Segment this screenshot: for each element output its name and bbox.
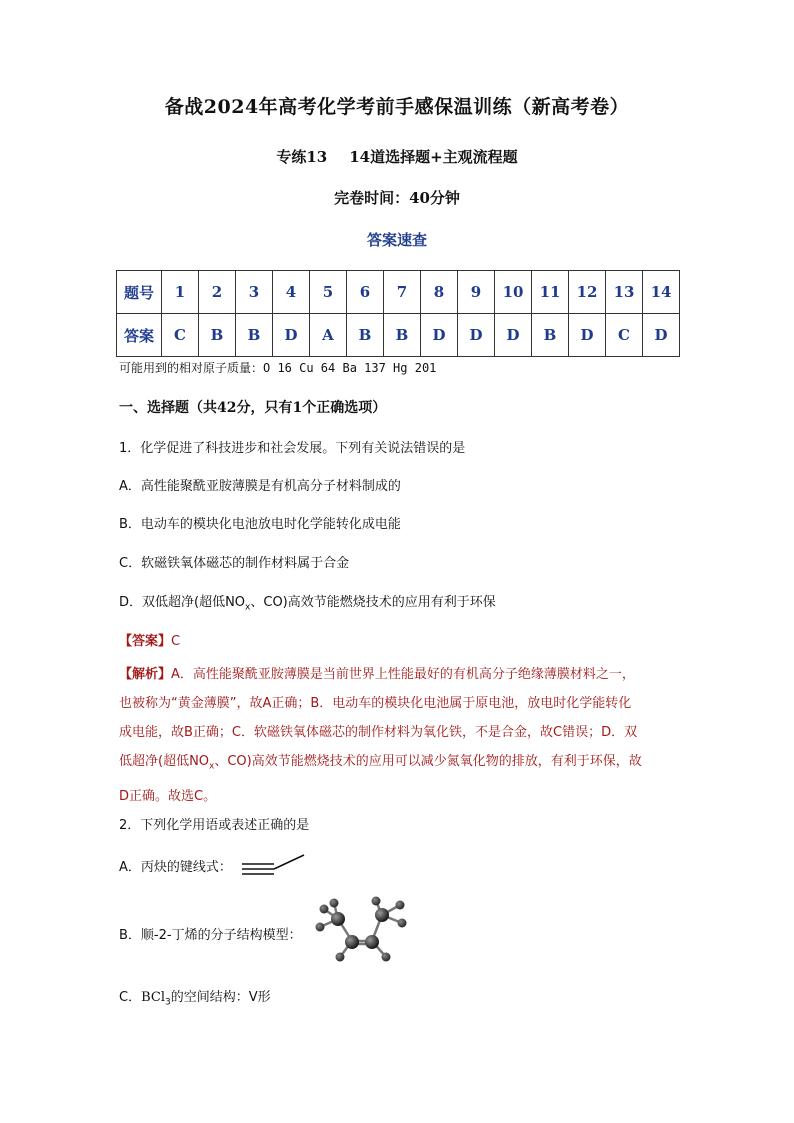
section-heading: 一、选择题（共42分，只有1个正确选项） xyxy=(119,400,387,416)
q2-stem: 2．下列化学用语或表述正确的是 xyxy=(119,818,310,833)
q1-analysis: 【解析】A．高性能聚酰亚胺薄膜是当前世界上性能最好的有机高分子绝缘薄膜材料之一， 也被称为“黄金薄膜”，故A正确；B．电动车的模块化电池属于原电池，放电时化学能转化 成电能，故B正确；C．软磁铁氧体磁芯的制作材料为氧化铁，不是合金，故C错误；D．双 低超净(超低$NO_x$、CO)高效节能燃烧技术的应用可以减少氮氧化物的排放，有利于环保，故 D正确。故选C。 xyxy=(119,667,642,804)
q1-answer xyxy=(119,630,180,649)
q2-option-b: B．顺-2-丁烯的分子结构模型： xyxy=(119,928,302,943)
answer-quick-check-title: 答案速查 xyxy=(366,231,427,249)
q1-option-d: D．双低超净(超低$NO_x$、CO)高效节能燃烧技术的应用有利于环保 xyxy=(119,595,496,613)
answer-cell: D xyxy=(643,314,680,357)
document-title: 备战2024年高考化学考前手感保温训练（新高考卷） xyxy=(164,96,630,118)
answer-cell: D xyxy=(495,314,532,357)
question-number: 9 xyxy=(458,271,495,314)
q1-option-b: B．电动车的模块化电池放电时化学能转化成电能 xyxy=(119,517,401,532)
atomic-masses-note: 可能用到的相对原子质量：O 16 Cu 64 Ba 137 Hg 201 xyxy=(119,361,437,375)
question-number: 7 xyxy=(384,271,421,314)
answer-cell: A xyxy=(310,314,347,357)
q2-option-c: C．BCl$_3$的空间结构：V形 xyxy=(119,990,271,1008)
question-number: 4 xyxy=(273,271,310,314)
question-number: 8 xyxy=(421,271,458,314)
question-number: 13 xyxy=(606,271,643,314)
answer-cell: B xyxy=(532,314,569,357)
question-number: 14 xyxy=(643,271,680,314)
question-number: 10 xyxy=(495,271,532,314)
question-number: 12 xyxy=(569,271,606,314)
answer-cell: C xyxy=(606,314,643,357)
question-number: 3 xyxy=(236,271,273,314)
analysis-label: 【解析】 xyxy=(119,667,172,682)
answer-label: 【答案】 xyxy=(119,634,172,649)
question-number: 6 xyxy=(347,271,384,314)
q1-option-c: C．软磁铁氧体磁芯的制作材料属于合金 xyxy=(119,556,350,571)
answer-cell: B xyxy=(236,314,273,357)
answer-table-answer-row xyxy=(117,314,680,357)
question-number: 1 xyxy=(162,271,199,314)
answer-cell: D xyxy=(458,314,495,357)
subtitle-code: 专练13 xyxy=(276,148,328,166)
question-number: 11 xyxy=(532,271,569,314)
answer-cell: C xyxy=(162,314,199,357)
number-row-label: 题号 xyxy=(117,271,162,314)
propyne-skeletal-formula-icon xyxy=(240,852,306,878)
subtitle-description: 14道选择题+主观流程题 xyxy=(349,148,518,166)
cis-2-butene-ball-model-icon xyxy=(312,895,412,967)
answer-cell: D xyxy=(273,314,310,357)
answer-table xyxy=(116,270,680,357)
q2-option-a: A．丙炔的键线式： xyxy=(119,860,232,875)
answer-cell: D xyxy=(569,314,606,357)
answer-cell: B xyxy=(384,314,421,357)
document-subtitle xyxy=(0,146,794,167)
answer-cell: B xyxy=(347,314,384,357)
answer-cell: B xyxy=(199,314,236,357)
q1-option-a: A．高性能聚酰亚胺薄膜是有机高分子材料制成的 xyxy=(119,479,401,494)
answer-row-label: 答案 xyxy=(117,314,162,357)
question-number: 2 xyxy=(199,271,236,314)
answer-value: C xyxy=(171,634,181,649)
bcl3-formula: BCl xyxy=(141,990,165,1005)
exam-time: 完卷时间：40分钟 xyxy=(334,189,460,207)
answer-cell: D xyxy=(421,314,458,357)
question-number: 5 xyxy=(310,271,347,314)
q1-stem: 1．化学促进了科技进步和社会发展。下列有关说法错误的是 xyxy=(119,441,466,456)
answer-table-number-row xyxy=(117,271,680,314)
